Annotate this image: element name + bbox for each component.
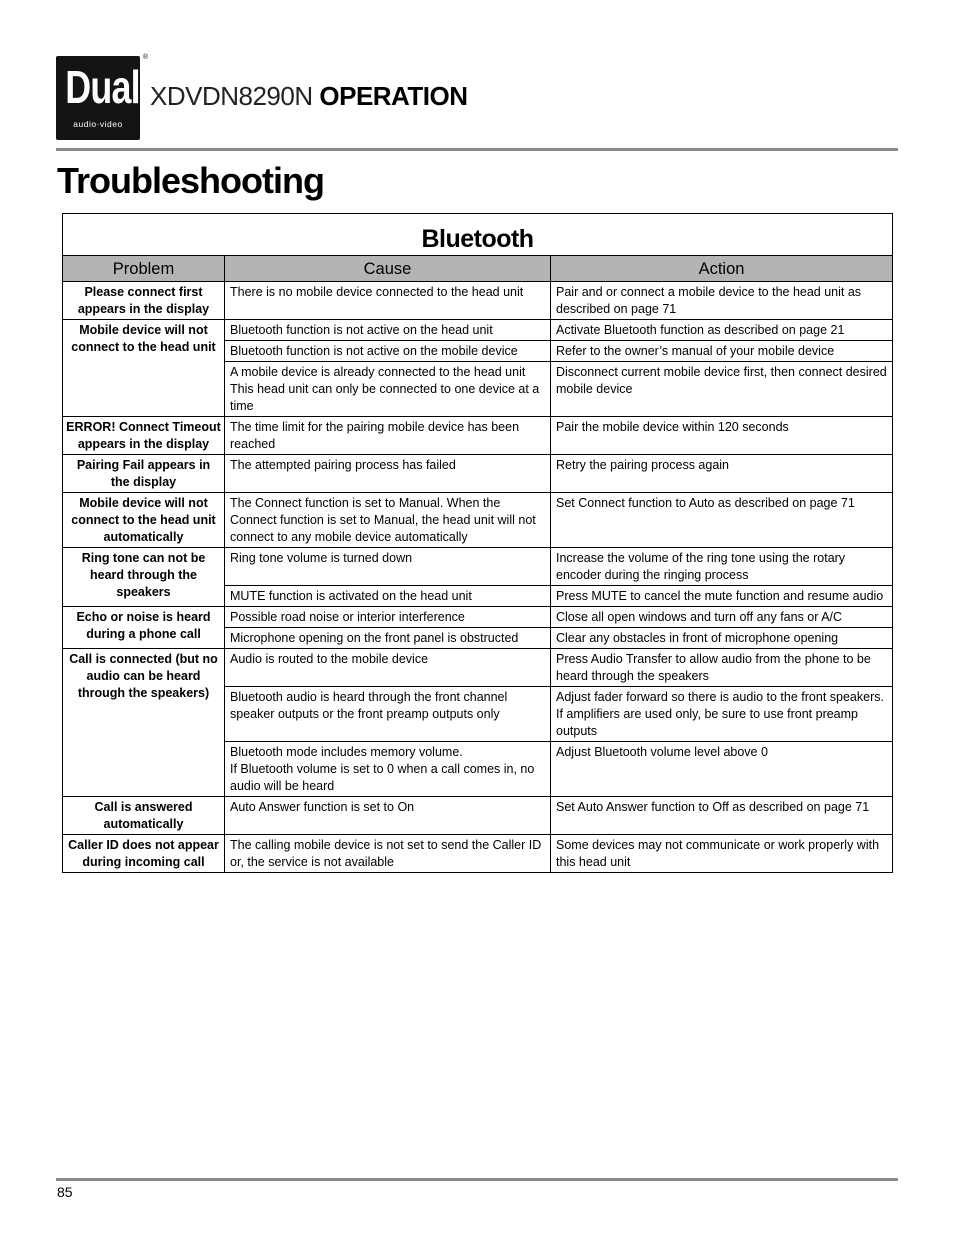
- bottom-divider: [56, 1178, 898, 1181]
- action-cell: Press MUTE to cancel the mute function and resume audio: [551, 586, 893, 607]
- problem-cell: Pairing Fail appears in the display: [63, 455, 225, 493]
- action-cell: Adjust fader forward so there is audio to the front speakers. If amplifiers are used only, be sure to use front preamp outputs: [551, 687, 893, 742]
- action-cell: Clear any obstacles in front of microphone opening: [551, 628, 893, 649]
- troubleshooting-table: [62, 213, 893, 873]
- top-divider: [56, 148, 898, 151]
- action-cell: Adjust Bluetooth volume level above 0: [551, 742, 893, 797]
- cause-cell: MUTE function is activated on the head unit: [225, 586, 551, 607]
- cause-cell: The attempted pairing process has failed: [225, 455, 551, 493]
- registered-mark: ®: [142, 54, 148, 61]
- problem-cell: Echo or noise is heard during a phone call: [63, 607, 225, 649]
- page-title: Troubleshooting: [57, 160, 324, 201]
- table-row: [63, 835, 893, 873]
- cause-cell: The Connect function is set to Manual. When the Connect function is set to Manual, the head unit will not connect to any mobile device automatically: [225, 493, 551, 548]
- cause-cell: The calling mobile device is not set to send the Caller ID or, the service is not available: [225, 835, 551, 873]
- table-row: [63, 797, 893, 835]
- table-row: [63, 548, 893, 586]
- cause-cell: A mobile device is already connected to the head unit This head unit can only be connected to one device at a time: [225, 362, 551, 417]
- problem-cell: Call is connected (but no audio can be heard through the speakers): [63, 649, 225, 797]
- logo-subtext: audio·video: [73, 119, 123, 129]
- problem-cell: Ring tone can not be heard through the speakers: [63, 548, 225, 607]
- model-number: XDVDN8290N: [150, 81, 313, 111]
- problem-cell: Mobile device will not connect to the head unit automatically: [63, 493, 225, 548]
- cause-cell: Microphone opening on the front panel is obstructed: [225, 628, 551, 649]
- table-row: [63, 282, 893, 320]
- table-row: [63, 607, 893, 628]
- cause-cell: Possible road noise or interior interference: [225, 607, 551, 628]
- problem-cell: Please connect first appears in the display: [63, 282, 225, 320]
- action-cell: Pair the mobile device within 120 seconds: [551, 417, 893, 455]
- action-cell: Close all open windows and turn off any fans or A/C: [551, 607, 893, 628]
- cause-cell: Bluetooth function is not active on the head unit: [225, 320, 551, 341]
- action-cell: Retry the pairing process again: [551, 455, 893, 493]
- section-label: OPERATION: [319, 81, 468, 111]
- table-body: [63, 282, 893, 873]
- table-row: [63, 320, 893, 341]
- action-cell: Activate Bluetooth function as described on page 21: [551, 320, 893, 341]
- header-title: [150, 80, 468, 112]
- problem-cell: Mobile device will not connect to the head unit: [63, 320, 225, 417]
- column-header-action: Action: [551, 256, 893, 282]
- action-cell: Press Audio Transfer to allow audio from the phone to be heard through the speakers: [551, 649, 893, 687]
- cause-cell: Bluetooth mode includes memory volume. If Bluetooth volume is set to 0 when a call comes in, no audio will be heard: [225, 742, 551, 797]
- action-cell: Some devices may not communicate or work properly with this head unit: [551, 835, 893, 873]
- cause-cell: There is no mobile device connected to the head unit: [225, 282, 551, 320]
- cause-cell: Ring tone volume is turned down: [225, 548, 551, 586]
- table-row: [63, 455, 893, 493]
- logo-wordmark: Dual: [65, 61, 140, 113]
- table-row: [63, 417, 893, 455]
- dual-logo: [56, 54, 148, 140]
- table-row: [63, 649, 893, 687]
- table-row: [63, 493, 893, 548]
- problem-cell: Caller ID does not appear during incoming call: [63, 835, 225, 873]
- action-cell: Disconnect current mobile device first, then connect desired mobile device: [551, 362, 893, 417]
- action-cell: Increase the volume of the ring tone using the rotary encoder during the ringing process: [551, 548, 893, 586]
- cause-cell: Bluetooth function is not active on the mobile device: [225, 341, 551, 362]
- action-cell: Refer to the owner’s manual of your mobile device: [551, 341, 893, 362]
- problem-cell: Call is answered automatically: [63, 797, 225, 835]
- page-number: 85: [57, 1184, 73, 1200]
- problem-cell: ERROR! Connect Timeout appears in the display: [63, 417, 225, 455]
- cause-cell: Audio is routed to the mobile device: [225, 649, 551, 687]
- action-cell: Pair and or connect a mobile device to the head unit as described on page 71: [551, 282, 893, 320]
- column-header-cause: Cause: [225, 256, 551, 282]
- column-header-problem: Problem: [63, 256, 225, 282]
- cause-cell: Auto Answer function is set to On: [225, 797, 551, 835]
- action-cell: Set Connect function to Auto as described on page 71: [551, 493, 893, 548]
- table-title: Bluetooth: [63, 214, 893, 256]
- cause-cell: The time limit for the pairing mobile device has been reached: [225, 417, 551, 455]
- cause-cell: Bluetooth audio is heard through the front channel speaker outputs or the front preamp outputs only: [225, 687, 551, 742]
- action-cell: Set Auto Answer function to Off as described on page 71: [551, 797, 893, 835]
